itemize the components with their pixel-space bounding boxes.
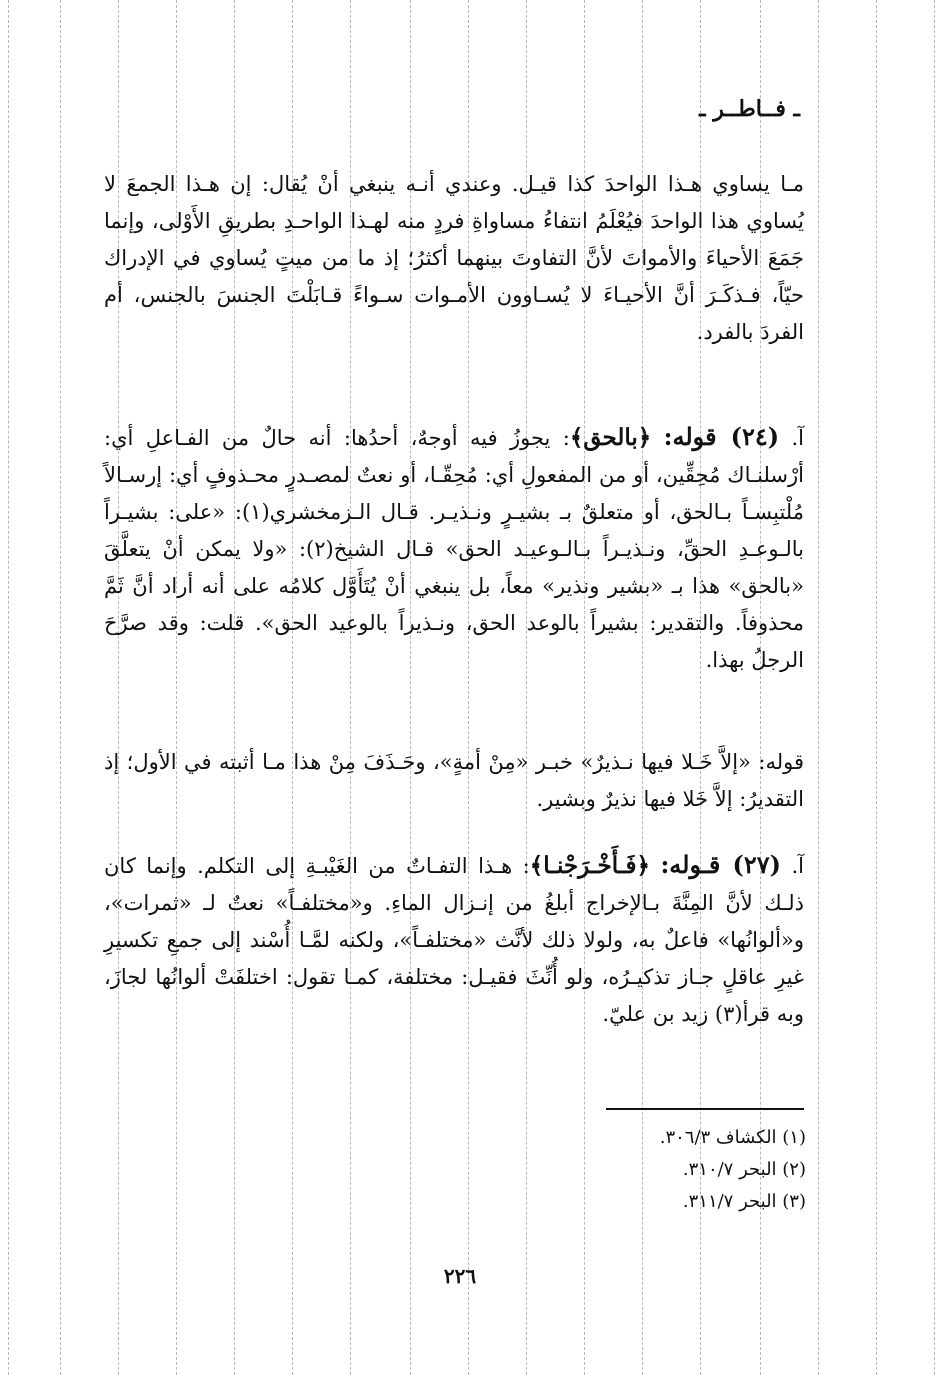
verse-reference: (٢٤) قوله:: [663, 422, 780, 451]
footnote-divider: [606, 1108, 804, 1110]
paragraph-3: قوله: «إلاَّ خَـلا فيها نـذيرٌ» خبـر «مِنْ أمةٍ»، وحَـذَفَ مِنْ هذا مـا أثبته في الأول؛ إذ التقديرُ: إلاَّ خَلا فيها نذيرٌ وبشير.: [104, 750, 804, 811]
verse-reference: (٢٧) قـوله:: [660, 850, 782, 879]
page-number: ٢٢٦: [443, 1264, 477, 1288]
scan-guide-line: [934, 0, 935, 1375]
verse-prefix: آ.: [791, 854, 804, 878]
running-header: ـ فــاطــر ـ: [699, 96, 800, 122]
quranic-quote: ﴿بالحق﴾: [569, 424, 652, 451]
footnote-1: (١) الكشاف ٣٠٦/٣.: [659, 1127, 806, 1148]
paragraph-4-body: : هـذا التفـاتٌ من الغَيْبـةِ إلى التكلم. وإنما كان ذلـك لأنَّ المِنَّةَ بـالإخراج أبلغُ من إنـزال الماءِ. و«مختلفـاً» نعتٌ لـ «ثمرات»، و«ألوانُها» فاعلٌ به، ولولا ذلك لأنَّث «مختلفـاً»، ولكنه لمَّـا أُسْند إلى جمعِ تكسيرِ غيرِ عاقلٍ جـاز تذكيـرُه، ولو أُنِّثَ فقيـل: مختلفة، كمـا تقول: اختلفَتْ ألوانُها لجازَ، وبه قرأ(٣) زيد بن عليّ.: [104, 854, 804, 1026]
paragraph-1: مـا يساوي هـذا الواحدَ كذا قيـل. وعندي أنـه ينبغي أنْ يُقال: إن هـذا الجمعَ لا يُساوي هذا الواحدَ فيُعْلَمُ انتفاءُ مساواةِ فردٍ منه لهـذا الواحـدِ بطريقِ الأَوْلى، وإنما جَمَعَ الأحياءَ والأمواتَ لأنَّ التفاوتَ بينهما أكثرُ؛ إذ ما من ميتٍ يُساوي في الإدراك حيّاً، فـذكَـرَ أنَّ الأحيـاءَ لا يُسـاوون الأمـوات سـواءً قـابَلْتَ الجنسَ بالجنس، أم الفردَ بالفرد.: [104, 172, 804, 344]
scan-guide-line: [60, 0, 61, 1375]
paragraph-2-body: : يجوزُ فيه أوجهٌ، أحدُها: أنه حالٌ من الفـاعلِ أي: أرْسلنـاك مُحِقِّين، أو من المفعولِ أي: مُحِقّـا، أو نعتٌ لمصـدرٍ محـذوفٍ أي: إرسـالاً مُلْتبِسـاً بـالحق، أو متعلقٌ بـ بشيـرٍ ونـذيـر. قـال الـزمخشري(١): «على: بشيـراً بالـوعـدِ الحقِّ، ونـذيـراً بـالـوعيـد الحق» قـال الشيخ(٢): «ولا يمكن أنْ يتعلَّقَ «بالحق» هذا بـ «بشير ونذير» معاً، بل ينبغي أنْ يُتَأَوَّل كلامُه على أنه أراد أنَّ ثَمَّ محذوفاً. والتقدير: بشيراً بالوعد الحق، ونـذيراً بالوعيد الحق». قلت: وقد صرَّحَ الرجلُ بهذا.: [104, 426, 804, 672]
paragraph-4: [104, 846, 804, 1033]
footnote-2: (٢) البحر ٣١٠/٧.: [682, 1159, 806, 1180]
quranic-quote: ﴿فَـأَخْـرَجْنـا﴾: [529, 852, 650, 879]
verse-prefix: آ.: [791, 426, 804, 450]
footnote-3: (٣) البحر ٣١١/٧.: [682, 1191, 806, 1212]
paragraph-2: [104, 418, 804, 679]
scan-guide-line: [8, 0, 9, 1375]
scan-guide-line: [818, 0, 819, 1375]
footnotes: [480, 1122, 806, 1218]
scan-guide-line: [876, 0, 877, 1375]
